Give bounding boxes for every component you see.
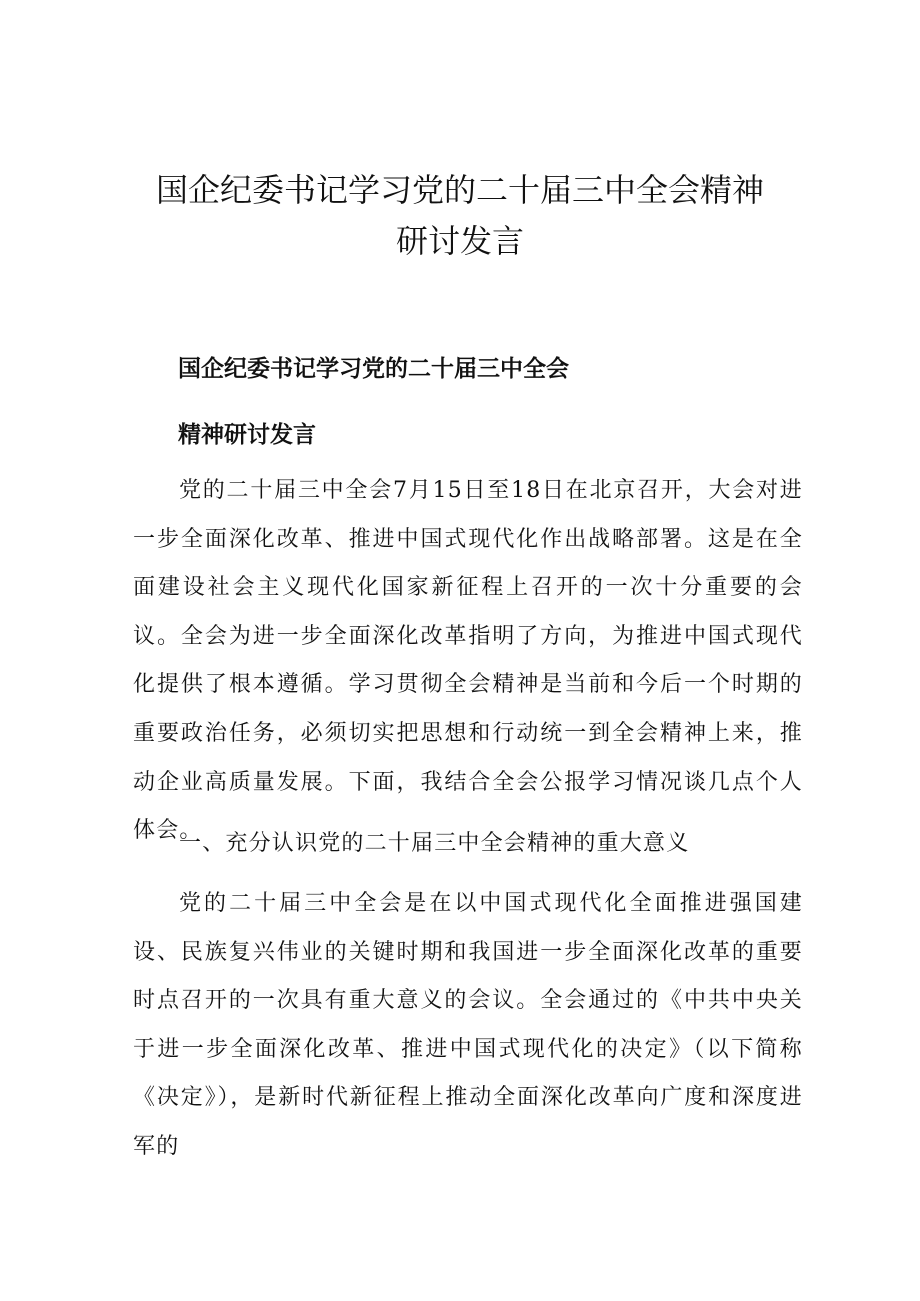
subheading-line-1: 国企纪委书记学习党的二十届三中全会 — [178, 356, 569, 382]
document-title-line-1: 国企纪委书记学习党的二十届三中全会精神 — [155, 171, 764, 209]
subheading-line-2: 精神研讨发言 — [178, 422, 316, 448]
body-paragraph-1: 党的二十届三中全会7月15日至18日在北京召开，大会对进一步全面深化改革、推进中国式现代化作出战略部署。这是在全面建设社会主义现代化国家新征程上召开的一次十分重要的会议。全会为进一步全面深化改革指明了方向，为推进中国式现代化提供了根本遵循。学习贯彻全会精神是当前和今后一个时期的重要政治任务，必须切实把思想和行动统一到全会精神上来，推动企业高质量发展。下面，我结合全会公报学习情况谈几点个人体会。 — [133, 478, 803, 844]
body-paragraph-2: 党的二十届三中全会是在以中国式现代化全面推进强国建设、民族复兴伟业的关键时期和我国进一步全面深化改革的重要时点召开的一次具有重大意义的会议。全会通过的《中共中央关于进一步全面深化改革、推进中国式现代化的决定》（以下简称《决定》），是新时代新征程上推动全面深化改革向广度和深度进军的 — [133, 891, 803, 1159]
section-heading-1: 一、充分认识党的二十届三中全会精神的重大意义 — [179, 831, 690, 856]
document-title-line-2: 研讨发言 — [395, 222, 524, 260]
